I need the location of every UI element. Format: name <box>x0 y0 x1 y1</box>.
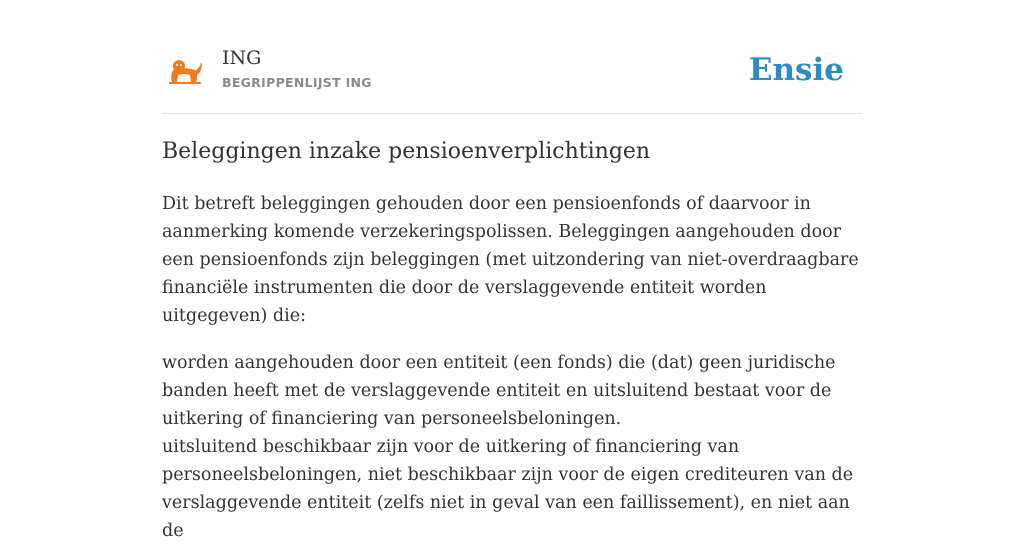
lion-icon[interactable] <box>166 56 204 86</box>
criteria-list <box>162 349 862 545</box>
list-item: uitsluitend beschikbaar zijn voor de uitkering of financiering van personeelsbeloningen, niet beschikbaar zijn voor de eigen crediteuren van de verslaggevende entiteit (zelfs niet in geval van een faillissement), en niet aan de <box>162 437 854 541</box>
brand-subtitle[interactable]: BEGRIPPENLIJST ING <box>222 75 372 90</box>
brand-name: ING <box>222 47 262 69</box>
list-item: worden aangehouden door een entiteit (een fonds) die (dat) geen juridische banden heeft met de verslaggevende entiteit en uitsluitend bestaat voor de uitkering of financiering van personeelsbeloningen. <box>162 353 836 429</box>
page-title: Beleggingen inzake pensioenverplichtingen <box>162 139 651 164</box>
intro-paragraph: Dit betreft beleggingen gehouden door een pensioenfonds of daarvoor in aanmerking komende verzekeringspolissen. Beleggingen aangehouden door een pensioenfonds zijn beleggingen (met uitzondering van niet-overdraagbare financiële instrumenten die door de verslaggevende entiteit worden uitgegeven) die: <box>162 194 859 326</box>
header <box>162 0 862 114</box>
site-logo[interactable]: Ensie <box>748 52 844 88</box>
page <box>162 0 862 541</box>
article-body <box>162 190 862 545</box>
